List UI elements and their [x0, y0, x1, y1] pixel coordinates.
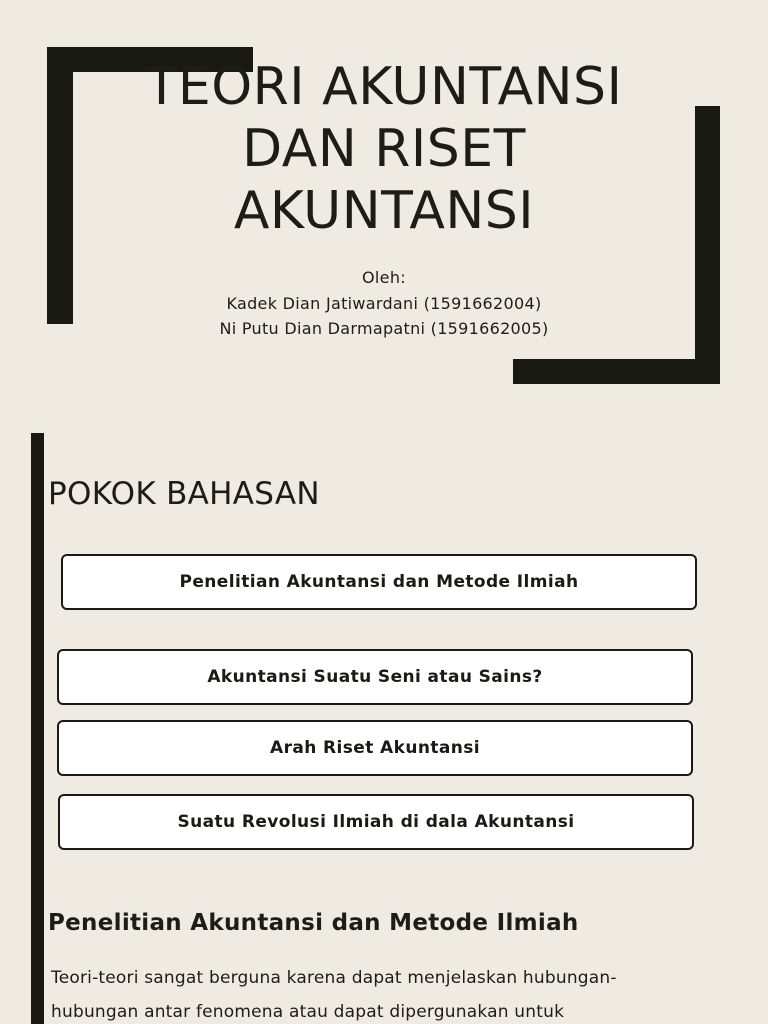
topic-box-research-direction[interactable]	[57, 720, 693, 776]
topic-label: Arah Riset Akuntansi	[270, 738, 480, 758]
title-line: AKUNTANSI	[233, 181, 535, 241]
title-line: TEORI AKUNTANSI	[145, 57, 623, 117]
frame-bracket-bottom-right-vertical	[695, 106, 720, 384]
body-line: Teori-teori sangat berguna karena dapat menjelaskan hubungan-	[51, 968, 617, 988]
frame-bracket-bottom-right	[513, 359, 720, 384]
topic-label: Suatu Revolusi Ilmiah di dala Akuntansi	[177, 812, 575, 832]
topic-label: Akuntansi Suatu Seni atau Sains?	[207, 667, 543, 687]
topic-label: Penelitian Akuntansi dan Metode Ilmiah	[179, 572, 579, 592]
author-name: Kadek Dian Jatiwardani (1591662004)	[226, 293, 542, 313]
by-label: Oleh:	[362, 268, 406, 287]
authors-block	[100, 265, 668, 342]
title-slide	[0, 0, 768, 404]
slide-side-bar	[31, 433, 44, 865]
body-line: hubungan antar fenomena atau dapat dipergunakan untuk	[51, 1002, 565, 1022]
section-body	[51, 961, 661, 1024]
topic-box-research-method[interactable]	[61, 554, 697, 610]
agenda-slide	[0, 433, 768, 865]
title-line: DAN RISET	[242, 119, 526, 179]
agenda-heading: POKOK BAHASAN	[48, 476, 320, 512]
presentation-title	[100, 56, 668, 242]
frame-bracket-top-left-vertical	[47, 47, 73, 324]
section-heading: Penelitian Akuntansi dan Metode Ilmiah	[48, 910, 579, 936]
author-name: Ni Putu Dian Darmapatni (1591662005)	[219, 319, 549, 338]
topic-box-scientific-revolution[interactable]	[58, 794, 694, 850]
slide-side-bar	[31, 865, 44, 1024]
content-slide	[0, 865, 768, 1024]
topic-box-art-or-science[interactable]	[57, 649, 693, 705]
